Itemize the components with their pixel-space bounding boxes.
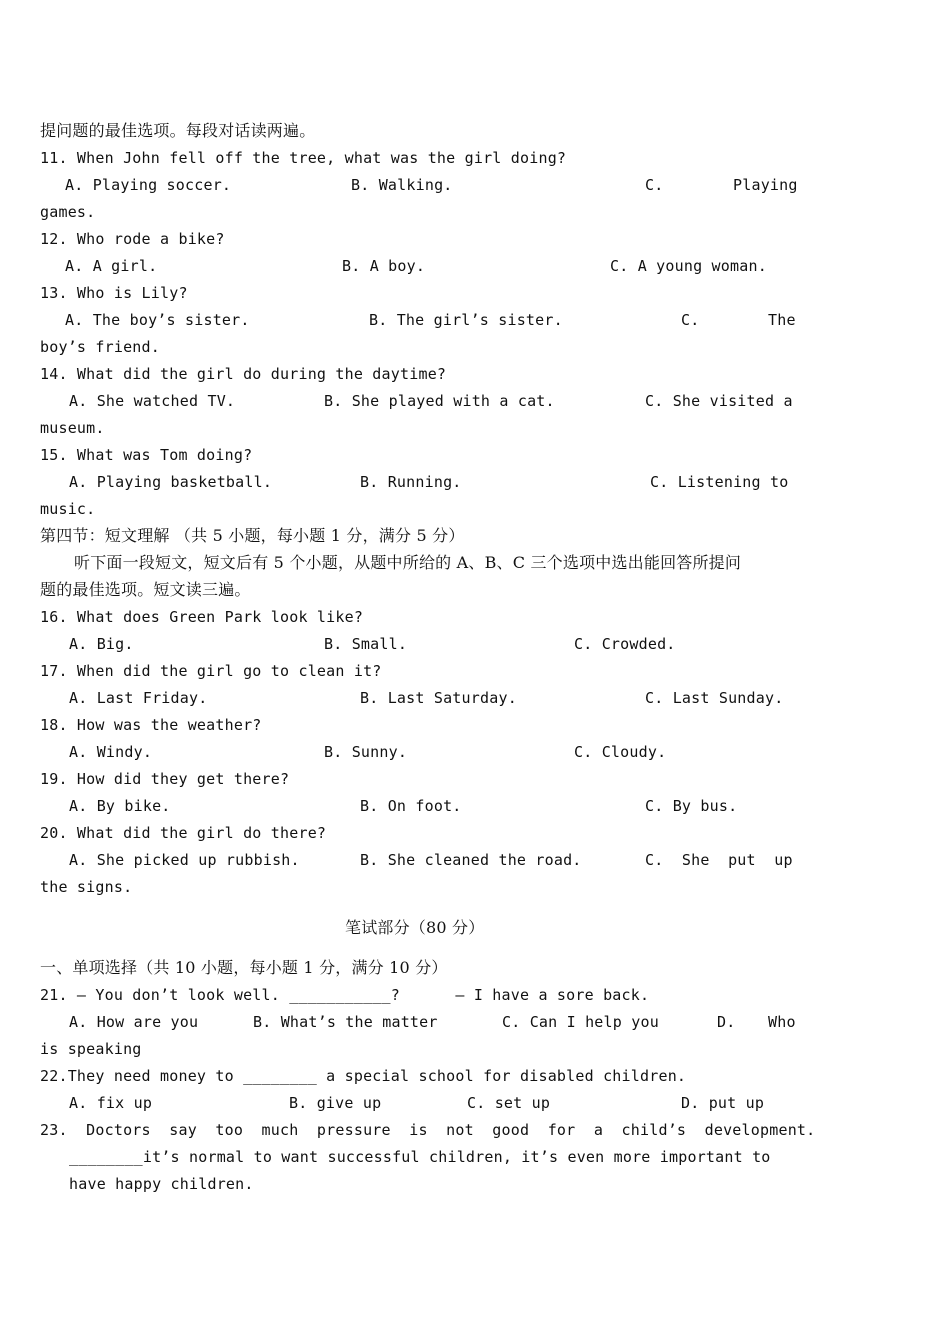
question-17-option-b: B. Last Saturday.	[360, 689, 517, 707]
question-12-stem: 12. Who rode a bike?	[40, 230, 225, 248]
question-15-option-c: C. Listening to	[650, 473, 789, 491]
question-18-stem: 18. How was the weather?	[40, 716, 262, 734]
part-1-title: 一、单项选择（共 10 小题，每小题 1 分，满分 10 分）	[40, 958, 448, 977]
question-12-option-c: C. A young woman.	[610, 257, 767, 275]
question-19-stem: 19. How did they get there?	[40, 770, 290, 788]
question-21-option-d-wrap: is speaking	[40, 1040, 142, 1058]
question-11-option-c-text: Playing	[733, 176, 798, 194]
question-20-option-c: C. She put up	[645, 851, 793, 869]
question-14-option-a: A. She watched TV.	[69, 392, 236, 410]
question-15-option-b: B. Running.	[360, 473, 462, 491]
question-23-line-2: ________it’s normal to want successful children, it’s even more important to	[69, 1148, 771, 1166]
question-13-option-c-text: The	[768, 311, 796, 329]
question-13-stem: 13. Who is Lily?	[40, 284, 188, 302]
question-15-option-a: A. Playing basketball.	[69, 473, 273, 491]
question-13-option-c-label: C.	[681, 311, 700, 329]
question-22-stem: 22.They need money to ________ a special school for disabled children.	[40, 1067, 687, 1085]
question-15-option-c-wrap: music.	[40, 500, 96, 518]
question-21-option-b: B. What’s the matter	[253, 1013, 438, 1031]
question-21-stem: 21. — You don’t look well. ___________? — I have a sore back.	[40, 986, 650, 1004]
question-16-option-b: B. Small.	[324, 635, 408, 653]
question-12-option-a: A. A girl.	[65, 257, 158, 275]
question-20-option-a: A. She picked up rubbish.	[69, 851, 300, 869]
question-12-option-b: B. A boy.	[342, 257, 426, 275]
question-18-option-b: B. Sunny.	[324, 743, 408, 761]
question-11-stem: 11. When John fell off the tree, what was the girl doing?	[40, 149, 567, 167]
question-13-option-b: B. The girl’s sister.	[369, 311, 563, 329]
question-18-option-c: C. Cloudy.	[574, 743, 667, 761]
question-11-option-c-wrap: games.	[40, 203, 96, 221]
question-15-stem: 15. What was Tom doing?	[40, 446, 253, 464]
question-22-option-d: D. put up	[681, 1094, 765, 1112]
question-21-option-d-text: Who	[768, 1013, 796, 1031]
question-19-option-a: A. By bike.	[69, 797, 171, 815]
question-20-option-c-wrap: the signs.	[40, 878, 133, 896]
question-23-line-1: 23. Doctors say too much pressure is not good for a child’s development.	[40, 1121, 816, 1139]
question-13-option-c-wrap: boy’s friend.	[40, 338, 160, 356]
section-4-instruction-line-2: 题的最佳选项。短文读三遍。	[40, 580, 251, 599]
question-14-stem: 14. What did the girl do during the daytime?	[40, 365, 447, 383]
question-14-option-c-wrap: museum.	[40, 419, 105, 437]
question-21-option-a: A. How are you	[69, 1013, 199, 1031]
question-21-option-c: C. Can I help you	[502, 1013, 659, 1031]
question-20-option-b: B. She cleaned the road.	[360, 851, 582, 869]
section-4-title: 第四节：短文理解 （共 5 小题，每小题 1 分，满分 5 分）	[40, 526, 465, 545]
question-16-option-a: A. Big.	[69, 635, 134, 653]
written-part-title: 笔试部分（80 分）	[345, 918, 485, 937]
question-20-stem: 20. What did the girl do there?	[40, 824, 327, 842]
question-11-option-c-label: C.	[645, 176, 664, 194]
question-19-option-b: B. On foot.	[360, 797, 462, 815]
question-14-option-c: C. She visited a	[645, 392, 793, 410]
question-22-option-c: C. set up	[467, 1094, 551, 1112]
question-23-line-3: have happy children.	[69, 1175, 254, 1193]
question-21-option-d-label: D.	[717, 1013, 736, 1031]
question-22-option-b: B. give up	[289, 1094, 382, 1112]
question-16-option-c: C. Crowded.	[574, 635, 676, 653]
question-14-option-b: B. She played with a cat.	[324, 392, 555, 410]
question-17-option-c: C. Last Sunday.	[645, 689, 784, 707]
question-11-option-b: B. Walking.	[351, 176, 453, 194]
question-22-option-a: A. fix up	[69, 1094, 153, 1112]
question-13-option-a: A. The boy’s sister.	[65, 311, 250, 329]
question-16-stem: 16. What does Green Park look like?	[40, 608, 364, 626]
question-17-stem: 17. When did the girl go to clean it?	[40, 662, 382, 680]
question-19-option-c: C. By bus.	[645, 797, 738, 815]
question-17-option-a: A. Last Friday.	[69, 689, 208, 707]
instruction-tail: 提问题的最佳选项。每段对话读两遍。	[40, 121, 316, 140]
question-18-option-a: A. Windy.	[69, 743, 153, 761]
section-4-instruction-line-1: 听下面一段短文，短文后有 5 个小题，从题中所给的 A、B、C 三个选项中选出能回答所提问	[74, 553, 742, 572]
question-11-option-a: A. Playing soccer.	[65, 176, 232, 194]
